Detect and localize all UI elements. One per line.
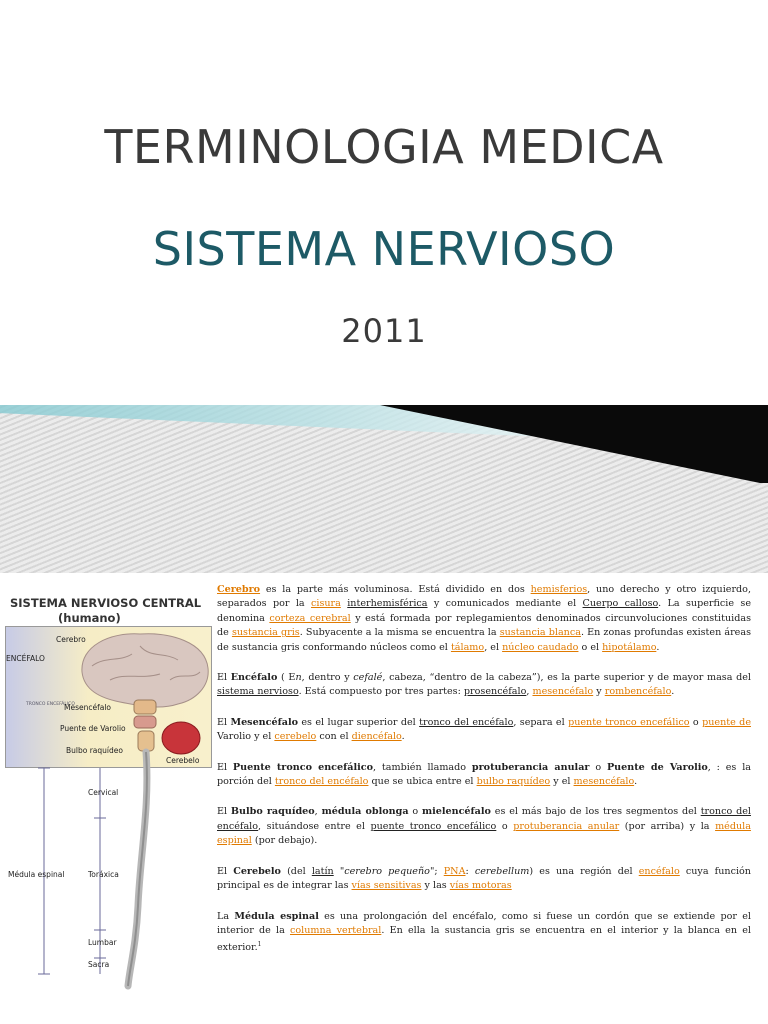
label-cerebelo: Cerebelo — [166, 756, 200, 765]
paragraph-mesencefalo: El Mesencéfalo es el lugar superior del tronco del encéfalo, separa el puente tronco encefálico o puente de Varolio y el cerebelo con el diencéfalo. — [217, 716, 751, 743]
article-text — [217, 583, 751, 972]
label-puente: Puente de Varolio — [60, 724, 126, 733]
link-mesencefalo-2[interactable]: mesencéfalo — [573, 776, 635, 788]
link-hipotalamo[interactable]: hipotálamo — [602, 641, 657, 653]
label-mesencefalo: Mesencéfalo — [64, 703, 112, 712]
link-tronco-del-encefalo-2[interactable]: tronco del encéfalo — [274, 776, 369, 788]
paragraph-encefalo: El Encéfalo ( En, dentro y cefalé, cabeza, “dentro de la cabeza”), es la parte superior y de mayor masa del sistema nervioso. Está compuesto por tres partes: prosencéfalo, mesencéfalo y rombencéfalo. — [217, 672, 751, 698]
link-cerebro[interactable]: Cerebro — [217, 584, 261, 595]
link-sustancia-gris[interactable]: sustancia gris — [231, 627, 300, 639]
paragraph-puente: El Puente tronco encefálico, también llamado protuberancia anular o Puente de Varolio, : es la porción del tronco del encéfalo que se ubica entre el bulbo raquídeo y el mesencéfalo. — [217, 761, 751, 788]
nervous-system-diagram — [0, 576, 212, 1024]
paragraph-medula: La Médula espinal es una prolongación del encéfalo, como si fuese un cordón que se extiende por el interior de la columna vertebral. En ella la sustancia gris se encuentra en el interior y la blanca en el exterior.$^1$ — [217, 910, 751, 954]
label-toraxica: Toráxica — [88, 870, 119, 879]
link-vias-sensitivas[interactable]: vías sensitivas — [351, 880, 422, 892]
link-prosencefalo[interactable]: prosencéfalo — [463, 686, 527, 698]
link-cisura[interactable]: cisura — [311, 598, 341, 610]
link-talamo[interactable]: tálamo — [450, 641, 485, 653]
link-columna-vertebral[interactable]: columna vertebral — [290, 924, 382, 936]
link-pna[interactable]: PNA — [443, 865, 466, 877]
link-sustancia-blanca[interactable]: sustancia blanca — [499, 627, 581, 639]
link-puente-tronco-encefalico-2[interactable]: puente tronco encefálico — [370, 820, 497, 832]
decorative-stripe-band — [0, 405, 768, 573]
link-puente-de[interactable]: puente de — [702, 716, 751, 728]
link-latin[interactable]: latín — [311, 865, 334, 877]
link-cuerpo-calloso[interactable]: Cuerpo calloso — [582, 598, 659, 610]
link-protuberancia-anular[interactable]: protuberancia anular — [513, 820, 620, 832]
paragraph-cerebelo: El Cerebelo (del latín "cerebro pequeño"; PNA: cerebellum) es una región del encéfalo cuya función principal es de integrar las vías sensitivas y las vías motoras — [217, 865, 751, 892]
year: 2011 — [341, 312, 427, 350]
link-mesencefalo[interactable]: mesencéfalo — [532, 686, 594, 698]
paragraph-cerebro: Cerebro es la parte más voluminosa. Está dividido en dos hemisferios, uno derecho y otro izquierdo, separados por la cisura interhemisférica y comunicados mediante el Cuerpo calloso. La superficie se denomina corteza cerebral y está formada por replegamientos denominados circunvoluciones constituidas de sustancia gris. Subyacente a la misma se encuentra la sustancia blanca. En zonas profundas existen áreas de sustancia gris conformando núcleos como el tálamo, el núcleo caudado o el hipotálamo. — [217, 584, 752, 653]
link-hemisferios[interactable]: hemisferios — [530, 584, 588, 595]
main-title: TERMINOLOGIA MEDICA — [104, 120, 664, 174]
link-puente-tronco-encefalico[interactable]: puente tronco encefálico — [568, 716, 690, 728]
link-bulbo-raquideo[interactable]: bulbo raquídeo — [476, 776, 551, 788]
link-interhemisferica[interactable]: interhemisférica — [347, 598, 428, 610]
link-cerebelo[interactable]: cerebelo — [274, 731, 317, 743]
link-sistema-nervioso[interactable]: sistema nervioso — [217, 686, 299, 698]
brain-illustration — [0, 576, 212, 1024]
subtitle: SISTEMA NERVIOSO — [152, 222, 616, 276]
footnote-ref[interactable]: 1 — [257, 941, 262, 949]
label-lumbar: Lumbar — [88, 938, 117, 947]
label-tronco: TRONCO ENCEFÁLICO — [26, 702, 75, 707]
label-cervical: Cervical — [88, 788, 119, 797]
link-tronco-del-encefalo-3[interactable]: tronco del encéfalo — [217, 806, 751, 832]
link-tronco-del-encefalo[interactable]: tronco del encéfalo — [419, 716, 514, 728]
link-rombencefalo[interactable]: rombencéfalo — [604, 686, 672, 698]
label-bulbo: Bulbo raquídeo — [66, 746, 123, 755]
link-vias-motoras[interactable]: vías motoras — [449, 880, 512, 892]
label-medula: Médula espinal — [8, 870, 65, 879]
label-encefalo: ENCÉFALO — [6, 654, 45, 663]
diagram-subtitle: (humano) — [58, 611, 121, 625]
link-medula-espinal[interactable]: médula espinal — [217, 820, 751, 847]
link-diencefalo[interactable]: diencéfalo — [351, 731, 402, 743]
link-corteza-cerebral[interactable]: corteza cerebral — [269, 612, 351, 624]
label-cerebro: Cerebro — [56, 635, 86, 644]
black-wedge — [380, 405, 768, 483]
diagram-title: SISTEMA NERVIOSO CENTRAL — [10, 596, 202, 610]
link-nucleo-caudado[interactable]: núcleo caudado — [502, 641, 579, 653]
paragraph-bulbo: El Bulbo raquídeo, médula oblonga o mielencéfalo es el más bajo de los tres segmentos del tronco del encéfalo, situándose entre el puente tronco encefálico o protuberancia anular (por arriba) y la médula espinal (por debajo). — [217, 806, 751, 847]
label-sacra: Sacra — [88, 960, 110, 969]
link-encefalo[interactable]: encéfalo — [638, 865, 680, 877]
